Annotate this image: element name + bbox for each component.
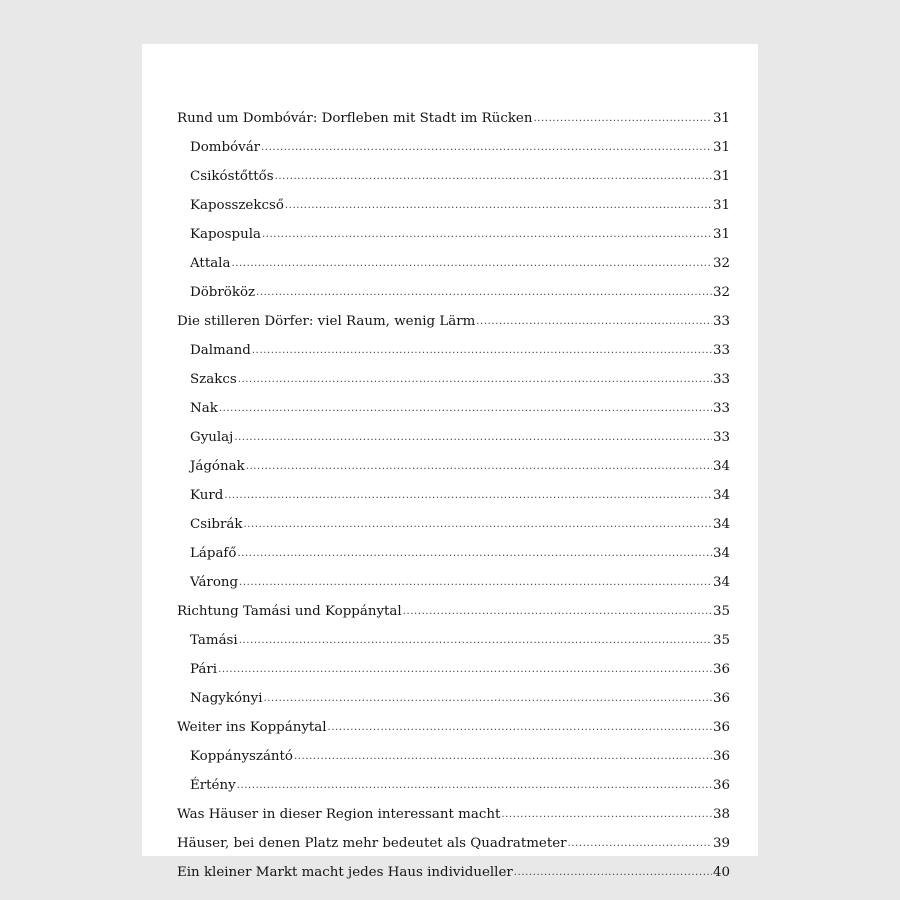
- toc-entry-title: Kaposszekcső: [190, 197, 284, 213]
- toc-dot-leader: [285, 201, 712, 212]
- toc-entry-title: Ein kleiner Markt macht jedes Haus individueller: [177, 864, 513, 880]
- toc-dot-leader: [534, 114, 712, 125]
- toc-dot-leader: [231, 259, 712, 270]
- toc-dot-leader: [224, 491, 712, 502]
- toc-entry-title: Kapospula: [190, 226, 261, 242]
- toc-section-entry[interactable]: [142, 105, 758, 125]
- toc-dot-leader: [514, 868, 712, 879]
- toc-entry-title: Dombóvár: [190, 139, 261, 155]
- toc-dot-leader: [234, 433, 712, 444]
- toc-subsection-entry[interactable]: [142, 241, 758, 270]
- toc-entry-title: Döbrököz: [190, 284, 256, 300]
- toc-subsection-entry[interactable]: [142, 154, 758, 183]
- toc-dot-leader: [237, 781, 712, 792]
- toc-page-number: 31: [712, 110, 730, 126]
- toc-page-number: 34: [712, 574, 730, 590]
- toc-page-number: 39: [712, 835, 730, 851]
- toc-dot-leader: [238, 375, 712, 386]
- toc-dot-leader: [239, 636, 712, 647]
- toc-dot-leader: [252, 346, 712, 357]
- document-page: [142, 44, 758, 880]
- toc-dot-leader: [328, 723, 712, 734]
- toc-subsection-entry[interactable]: [142, 444, 758, 473]
- toc-entry-title: Koppányszántó: [190, 748, 293, 764]
- toc-section-entry[interactable]: [142, 299, 758, 328]
- toc-entry-title: Pári: [190, 661, 218, 677]
- toc-section-entry[interactable]: [142, 850, 758, 879]
- toc-subsection-entry[interactable]: [142, 502, 758, 531]
- toc-subsection-entry[interactable]: [142, 763, 758, 792]
- toc-dot-leader: [264, 694, 712, 705]
- toc-entry-title: Was Häuser in dieser Region interessant macht: [177, 806, 501, 822]
- toc-page-number: 31: [712, 168, 730, 184]
- toc-entry-title: Gyulaj: [190, 429, 234, 445]
- toc-dot-leader: [237, 549, 712, 560]
- toc-page-number: 33: [712, 400, 730, 416]
- toc-page-number: 32: [712, 284, 730, 300]
- toc-subsection-entry[interactable]: [142, 647, 758, 676]
- toc-entry-title: Häuser, bei denen Platz mehr bedeutet als Quadratmeter: [177, 835, 567, 851]
- toc-dot-leader: [501, 810, 712, 821]
- toc-section-entry[interactable]: [142, 705, 758, 734]
- toc-dot-leader: [294, 752, 712, 763]
- toc-page-number: 31: [712, 139, 730, 155]
- toc-dot-leader: [218, 665, 712, 676]
- toc-entry-title: Várong: [190, 574, 239, 590]
- toc-entry-title: Dalmand: [190, 342, 251, 358]
- toc-section-entry[interactable]: [142, 821, 758, 850]
- toc-page-number: 34: [712, 545, 730, 561]
- toc-entry-title: Die stilleren Dörfer: viel Raum, wenig Lärm: [177, 313, 476, 329]
- toc-subsection-entry[interactable]: [142, 212, 758, 241]
- toc-entry-title: Nak: [190, 400, 218, 416]
- toc-page-number: 34: [712, 516, 730, 532]
- toc-entry-title: Rund um Dombóvár: Dorfleben mit Stadt im Rücken: [177, 110, 533, 126]
- toc-dot-leader: [568, 839, 712, 850]
- toc-page-number: 35: [712, 603, 730, 619]
- toc-dot-leader: [219, 404, 712, 415]
- toc-section-entry[interactable]: [142, 792, 758, 821]
- toc-page-number: 31: [712, 197, 730, 213]
- toc-dot-leader: [275, 172, 712, 183]
- toc-subsection-entry[interactable]: [142, 125, 758, 154]
- toc-entry-title: Lápafő: [190, 545, 237, 561]
- toc-page-number: 31: [712, 226, 730, 242]
- toc-dot-leader: [243, 520, 711, 531]
- toc-page-number: 36: [712, 777, 730, 793]
- table-of-contents: [142, 105, 758, 879]
- toc-section-entry[interactable]: [142, 589, 758, 618]
- toc-page-number: 34: [712, 487, 730, 503]
- toc-entry-title: Attala: [190, 255, 231, 271]
- toc-entry-title: Richtung Tamási und Koppánytal: [177, 603, 402, 619]
- toc-subsection-entry[interactable]: [142, 560, 758, 589]
- toc-subsection-entry[interactable]: [142, 415, 758, 444]
- toc-entry-title: Szakcs: [190, 371, 237, 387]
- toc-page-number: 33: [712, 429, 730, 445]
- toc-dot-leader: [403, 607, 712, 618]
- toc-entry-title: Jágónak: [190, 458, 245, 474]
- toc-dot-leader: [261, 143, 712, 154]
- toc-page-number: 33: [712, 371, 730, 387]
- toc-subsection-entry[interactable]: [142, 328, 758, 357]
- toc-subsection-entry[interactable]: [142, 386, 758, 415]
- toc-dot-leader: [246, 462, 712, 473]
- toc-subsection-entry[interactable]: [142, 473, 758, 502]
- toc-page-number: 35: [712, 632, 730, 648]
- toc-page-number: 36: [712, 719, 730, 735]
- toc-subsection-entry[interactable]: [142, 270, 758, 299]
- toc-page-number: 33: [712, 313, 730, 329]
- toc-entry-title: Kurd: [190, 487, 224, 503]
- toc-subsection-entry[interactable]: [142, 676, 758, 705]
- toc-subsection-entry[interactable]: [142, 357, 758, 386]
- toc-entry-title: Nagykónyi: [190, 690, 263, 706]
- toc-dot-leader: [239, 578, 712, 589]
- toc-subsection-entry[interactable]: [142, 531, 758, 560]
- toc-entry-title: Csibrák: [190, 516, 243, 532]
- toc-entry-title: Értény: [190, 777, 236, 793]
- toc-page-number: 40: [712, 864, 730, 880]
- toc-dot-leader: [256, 288, 712, 299]
- toc-subsection-entry[interactable]: [142, 183, 758, 212]
- toc-entry-title: Weiter ins Koppánytal: [177, 719, 327, 735]
- toc-page-number: 36: [712, 661, 730, 677]
- toc-entry-title: Tamási: [190, 632, 238, 648]
- toc-page-number: 38: [712, 806, 730, 822]
- toc-page-number: 33: [712, 342, 730, 358]
- toc-entry-title: Csikóstőttős: [190, 168, 274, 184]
- toc-dot-leader: [476, 317, 712, 328]
- toc-page-number: 36: [712, 748, 730, 764]
- toc-page-number: 34: [712, 458, 730, 474]
- toc-subsection-entry[interactable]: [142, 618, 758, 647]
- toc-dot-leader: [262, 230, 712, 241]
- toc-subsection-entry[interactable]: [142, 734, 758, 763]
- toc-page-number: 32: [712, 255, 730, 271]
- toc-page-number: 36: [712, 690, 730, 706]
